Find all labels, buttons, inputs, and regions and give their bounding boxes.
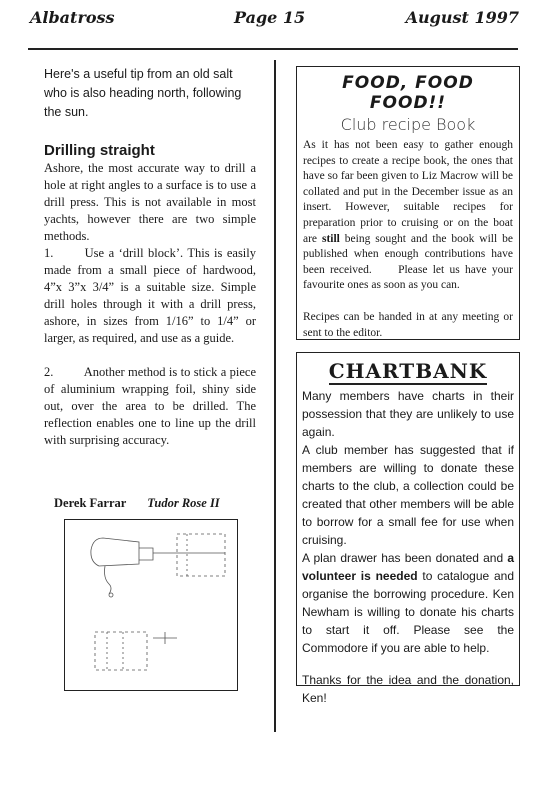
food-box-paragraph-2: Recipes can be handed in at any meeting or sent to the editor. <box>303 310 513 339</box>
chartbank-title: CHARTBANK <box>328 359 488 383</box>
chartbank-box <box>296 352 520 705</box>
article-paragraph-2: 1. Use a ‘drill block’. This is easily made from a small piece of hardwood, 4”x 3”x 3/4” is a suitable size. Simple drill holes through it with a drill press, ashore, in sizes from 1/16” to 1/4” or larger, as required, and use as a guide. <box>44 246 256 345</box>
food-box-subtitle: Club recipe Book <box>340 115 476 134</box>
drill-sketch-illustration-icon <box>65 520 237 690</box>
drill-sketch-image <box>64 519 238 691</box>
issue-date: August 1997 <box>405 8 519 27</box>
article-paragraph-3: 2. Another method is to stick a piece of aluminium wrapping foil, shiny side out, over the area to be drilled. The reflection enables one to line up the drill with surprising accuracy. <box>44 365 256 447</box>
author-name: Derek Farrar <box>54 496 127 510</box>
volunteer-emphasis: a volunteer is needed <box>302 551 514 583</box>
intro-text: Here's a useful tip from an old salt who is also heading north, following the sun. <box>44 67 242 119</box>
food-box-paragraph-1: As it has not been easy to gather enough recipes to create a recipe book, the ones that have so far been given to Liz Macrow will be collated and put in the December issue as an insert. However, suitable recipes for preparation prior to cruising or on the boat are still being sought and the book will be published when enough contributions have been received. Please let us have your favourite ones as soon as you can. <box>303 139 513 292</box>
chartbank-paragraph-2: A club member has suggested that if members are willing to donate these charts to the club, a collection could be created that other members will be able to borrow for a small fee for use when cruising. <box>302 443 514 547</box>
header-rule <box>28 48 518 50</box>
emphasis-still: still <box>321 232 340 245</box>
page-number: Page 15 <box>234 8 306 27</box>
chartbank-paragraph-4: Thanks for the idea and the donation, Ken! <box>302 673 514 705</box>
food-box-title: FOOD, FOOD FOOD!! <box>342 73 474 113</box>
article-heading: Drilling straight <box>44 142 155 159</box>
left-column <box>44 65 256 449</box>
chartbank-paragraph-1: Many members have charts in their possession that they are unlikely to use again. <box>302 389 514 439</box>
column-divider <box>274 60 276 732</box>
article-byline <box>54 496 220 511</box>
chartbank-paragraph-3: A plan drawer has been donated and a volunteer is needed to catalogue and organise the borrowing procedure. Ken Newham is willing to donate his charts to start it off. Please see the Commodore if you are able to help. <box>302 551 514 655</box>
food-box <box>296 66 520 340</box>
boat-name: Tudor Rose II <box>147 496 220 510</box>
newsletter-name: Albatross <box>30 8 115 27</box>
article-paragraph-1: Ashore, the most accurate way to drill a hole at right angles to a surface is to use a drill press. This is not available in most yachts, however there are two simple methods. <box>44 161 256 243</box>
